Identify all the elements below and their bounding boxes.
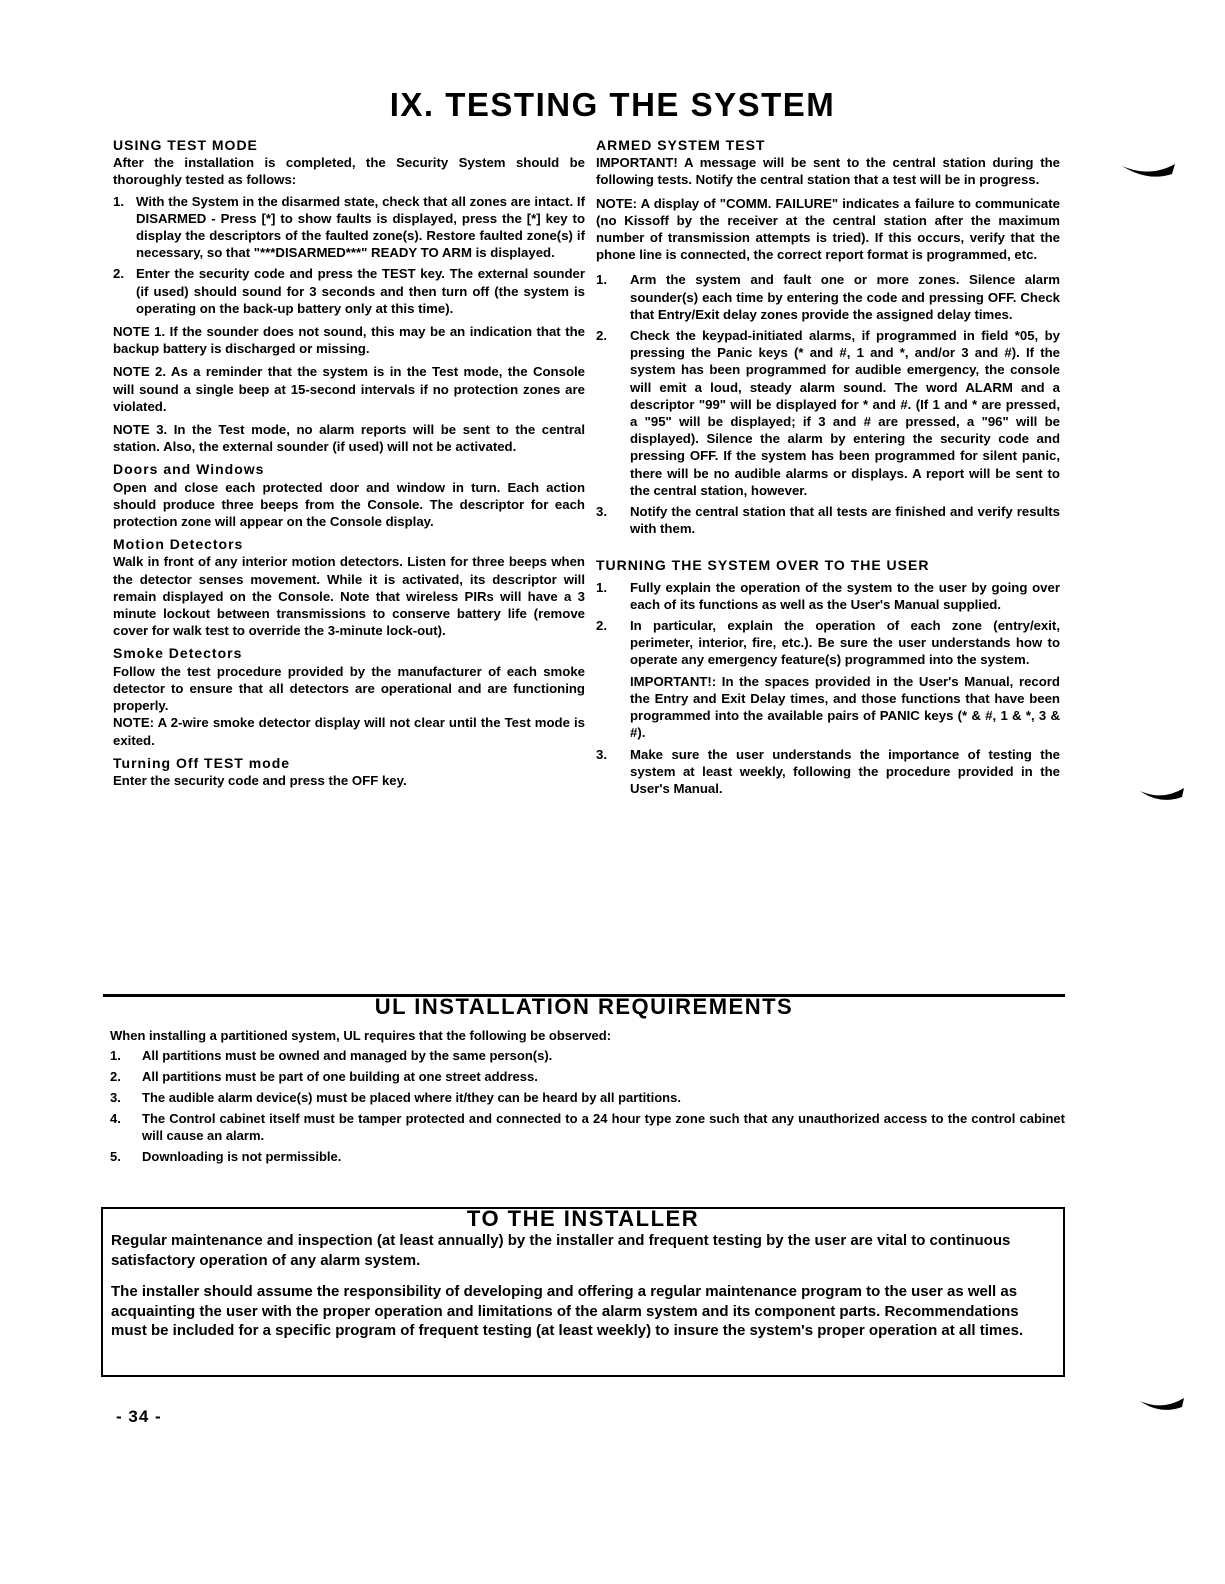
step-number: 2. bbox=[113, 266, 124, 282]
smoke-detectors-heading: Smoke Detectors bbox=[113, 645, 243, 662]
item-text: The Control cabinet itself must be tamper protected and connected to a 24 hour type zone such that any unauthorized access to the control cabinet will cause an alarm. bbox=[142, 1111, 1065, 1143]
ul-requirements-section bbox=[103, 994, 1065, 1165]
page-number: - 34 - bbox=[116, 1407, 162, 1426]
list-item bbox=[113, 265, 585, 317]
step-number: 2. bbox=[596, 328, 607, 344]
step-text: Check the keypad-initiated alarms, if programmed in field *05, by pressing the Panic keys (* and #, 1 and *, and/or 3 and #). If the system has been programmed for audible emergency, the console will emit a loud, steady alarm sound. The word ALARM and a descriptor "99" will be displayed for * and #. (If 1 and * are pressed, a "95" will be displayed; if 3 and # are pressed, a "96" will be displayed). Silence the alarm by entering the security code and pressing OFF. If the system has been programmed for silent panic, there will be no audible alarms or displays. A report will be sent to the central station, however. bbox=[630, 328, 1060, 498]
item-number: 4. bbox=[110, 1111, 121, 1126]
installer-paragraph-1: Regular maintenance and inspection (at least annually) by the installer and frequent testing by the user are vital to continuous satisfactory operation of any alarm system. bbox=[111, 1232, 1011, 1269]
doors-windows-text: Open and close each protected door and window in turn. Each action should produce three beeps from the Console. The descriptor for each protection zone will appear on the Console display. bbox=[113, 479, 585, 530]
item-number: 5. bbox=[110, 1149, 121, 1164]
installer-box bbox=[101, 1207, 1065, 1377]
list-item bbox=[596, 503, 1060, 537]
list-item bbox=[596, 271, 1060, 323]
armed-test-heading: ARMED SYSTEM TEST bbox=[596, 137, 766, 153]
step-text: Enter the security code and press the TEST key. The external sounder (if used) should sound for 3 seconds and then turn off (the system is operating on the back-up battery only at this time). bbox=[136, 266, 585, 316]
ul-heading: UL INSTALLATION REQUIREMENTS bbox=[374, 994, 794, 1019]
motion-detectors-text: Walk in front of any interior motion detectors. Listen for three beeps when the detector senses movement. While it is activated, its descriptor will remain displayed on the Console. Note that wireless PIRs will have a 3 minute lockout between transmissions to conserve battery life (remove cover for walk test to override the 3-minute lock-out). bbox=[113, 554, 585, 639]
test-mode-steps bbox=[113, 193, 585, 317]
step-text: Notify the central station that all tests are finished and verify results with them. bbox=[630, 504, 1060, 537]
note-2: NOTE 2. As a reminder that the system is in the Test mode, the Console will sound a single beep at 15-second intervals if no protection zones are violated. bbox=[113, 364, 585, 414]
item-number: 1. bbox=[110, 1048, 121, 1063]
step-text: With the System in the disarmed state, check that all zones are intact. If DISARMED - Press [*] to show faults is displayed, press the [*] key to display the descriptors of the faulted zone(s). Restore faulted zone(s) if necessary, so that "***DISARMED***" READY TO ARM is displayed. bbox=[136, 193, 585, 261]
note-3: NOTE 3. In the Test mode, no alarm reports will be sent to the central station. Also, the external sounder (if used) will not be activated. bbox=[113, 422, 585, 455]
item-text: All partitions must be part of one building at one street address. bbox=[142, 1069, 538, 1084]
installer-heading: TO THE INSTALLER bbox=[466, 1206, 700, 1231]
ul-intro: When installing a partitioned system, UL requires that the following be observed: bbox=[110, 1028, 612, 1043]
important-note: IMPORTANT!: In the spaces provided in the User's Manual, record the Entry and Exit Delay times, and those functions that have been programmed into the available pairs of PANIC keys (* & #, 1 & *, 3 & #). bbox=[630, 673, 1060, 741]
item-text: Downloading is not permissible. bbox=[142, 1149, 342, 1164]
smoke-detectors-note: NOTE: A 2-wire smoke detector display will not clear until the Test mode is exited. bbox=[113, 715, 585, 748]
list-item bbox=[596, 579, 1060, 613]
step-number: 1. bbox=[596, 272, 607, 288]
doors-windows-heading: Doors and Windows bbox=[113, 461, 265, 478]
step-number: 2. bbox=[596, 618, 607, 634]
armed-test-steps bbox=[596, 271, 1060, 537]
item-number: 3. bbox=[110, 1090, 121, 1105]
binder-mark-icon bbox=[1138, 1395, 1188, 1415]
step-text: Fully explain the operation of the system to the user by going over each of its functions as well as the User's Manual supplied. bbox=[630, 579, 1060, 612]
list-item bbox=[110, 1110, 1065, 1144]
step-text: Make sure the user understands the importance of testing the system at least weekly, following the procedure provided in the User's Manual. bbox=[630, 746, 1060, 796]
step-text: Arm the system and fault one or more zones. Silence alarm sounder(s) each time by entering the code and pressing OFF. Check that Entry/Exit delay zones provide the assigned delay times. bbox=[630, 272, 1060, 322]
using-test-mode-heading: USING TEST MODE bbox=[113, 137, 258, 153]
binder-mark-icon bbox=[1138, 785, 1188, 805]
list-item bbox=[110, 1047, 1065, 1064]
list-item bbox=[596, 327, 1060, 499]
page-title: IX. TESTING THE SYSTEM bbox=[389, 86, 836, 123]
step-number: 3. bbox=[596, 746, 607, 762]
list-item bbox=[110, 1068, 1065, 1085]
installer-paragraph-2: The installer should assume the responsibility of developing and offering a regular maintenance program to the user as well as acquainting the user with the proper operation and limitations of the alarm system and its component parts. Recommendations must be included for a specific program of frequent testing (at least weekly) to insure the system's proper operation at all times. bbox=[111, 1283, 1024, 1339]
smoke-detectors-text: Follow the test procedure provided by the manufacturer of each smoke detector to ensure that all detectors are operational and are functioning properly. bbox=[113, 663, 585, 714]
left-column bbox=[113, 137, 585, 789]
motion-detectors-heading: Motion Detectors bbox=[113, 536, 244, 553]
turning-over-heading: TURNING THE SYSTEM OVER TO THE USER bbox=[596, 557, 930, 574]
turning-off-heading: Turning Off TEST mode bbox=[113, 754, 291, 771]
item-text: All partitions must be owned and managed by the same person(s). bbox=[142, 1048, 553, 1063]
step-number: 1. bbox=[596, 579, 607, 595]
turning-off-text: Enter the security code and press the OFF key. bbox=[113, 772, 407, 788]
list-item bbox=[596, 617, 1060, 741]
note-1: NOTE 1. If the sounder does not sound, this may be an indication that the backup battery is discharged or missing. bbox=[113, 324, 585, 357]
armed-test-note: NOTE: A display of "COMM. FAILURE" indicates a failure to communicate (no Kissoff by the receiver at the central station after the maximum number of transmission attempts is tried). If this occurs, verify that the phone line is connected, the correct report format is programmed, etc. bbox=[596, 195, 1060, 263]
step-text: In particular, explain the operation of each zone (entry/exit, perimeter, interior, fire, etc.). Be sure the user understands how to operate any emergency feature(s) programmed into the system. bbox=[630, 618, 1060, 668]
turning-over-steps bbox=[596, 579, 1060, 797]
list-item bbox=[596, 746, 1060, 798]
armed-test-important: IMPORTANT! A message will be sent to the central station during the following tests. Notify the central station that a test will be in progress. bbox=[596, 155, 1060, 188]
list-item bbox=[113, 193, 585, 262]
item-text: The audible alarm device(s) must be placed where it/they can be heard by all partitions. bbox=[142, 1090, 681, 1105]
item-number: 2. bbox=[110, 1069, 121, 1084]
list-item bbox=[110, 1089, 1065, 1106]
list-item bbox=[110, 1148, 1065, 1165]
binder-mark-icon bbox=[1120, 160, 1180, 182]
ul-requirements-list bbox=[110, 1047, 1065, 1165]
using-test-mode-intro: After the installation is completed, the Security System should be thoroughly tested as follows: bbox=[113, 155, 585, 188]
step-number: 1. bbox=[113, 193, 124, 209]
step-number: 3. bbox=[596, 504, 607, 520]
right-column bbox=[596, 137, 1060, 797]
step-text-group bbox=[630, 617, 1060, 741]
